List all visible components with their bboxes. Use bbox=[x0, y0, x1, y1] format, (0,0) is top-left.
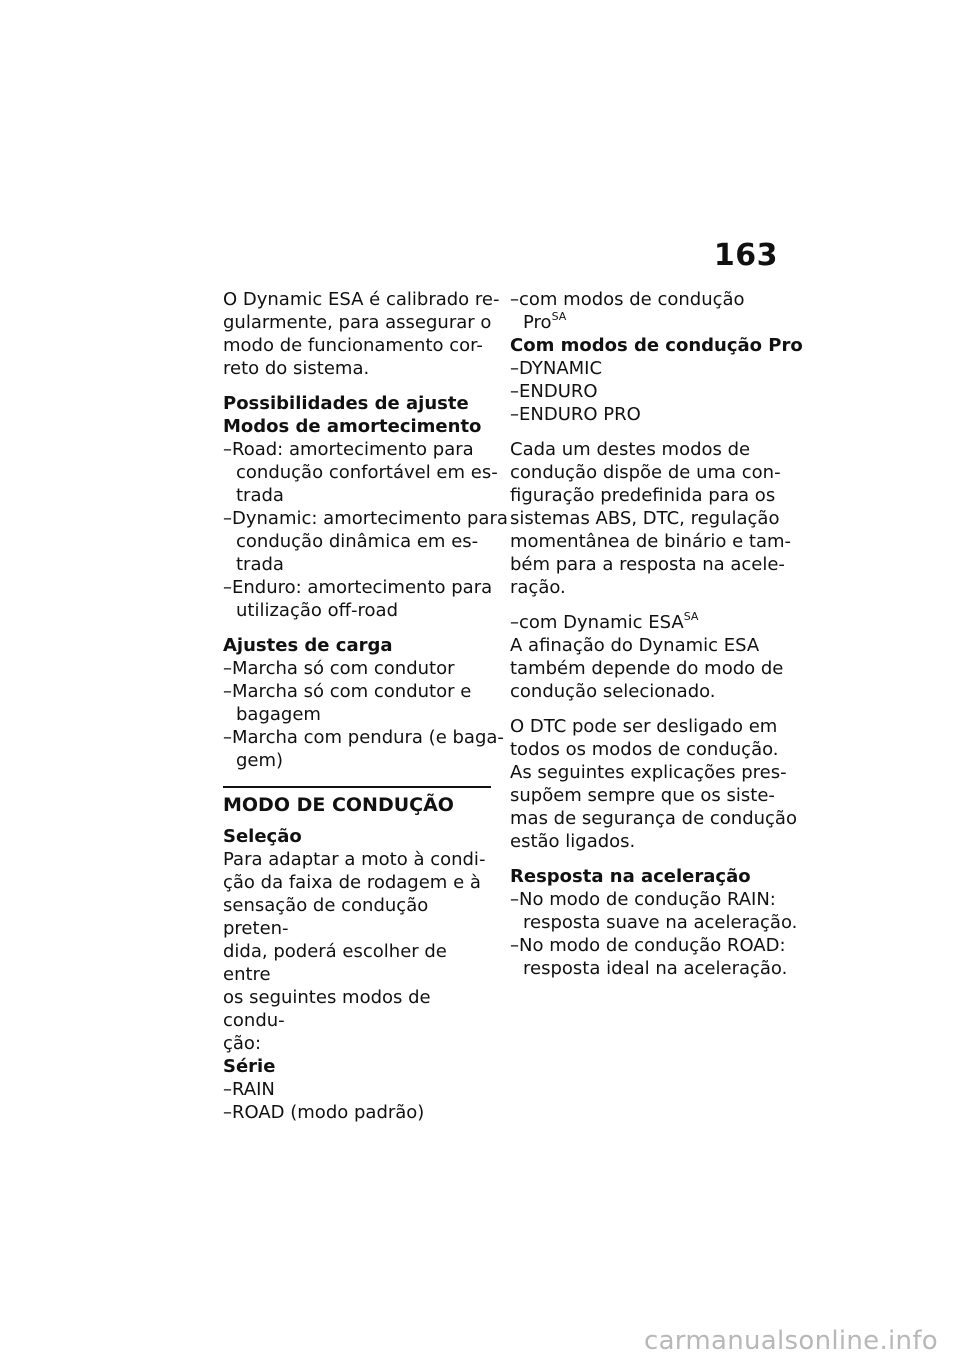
page-number: 163 bbox=[713, 238, 778, 273]
modos-list bbox=[223, 438, 508, 622]
dtc-paragraph: O DTC pode ser desligado em todos os modos de condução. As seguintes explicações pres- supõem sempre que os siste- mas de segurança de condução estão ligados. bbox=[510, 716, 797, 852]
list-item: –No modo de condução RAIN: resposta suave na aceleração. bbox=[510, 889, 798, 933]
right-column bbox=[510, 288, 803, 980]
section-title: MODO DE CONDUÇÃO bbox=[223, 794, 454, 816]
list-item: –ENDURO PRO bbox=[510, 404, 641, 425]
modos-heading: Modos de amortecimento bbox=[223, 416, 482, 437]
sa-superscript: SA bbox=[683, 610, 699, 623]
pro-heading: Com modos de condução Pro bbox=[510, 335, 803, 356]
list-item: –No modo de condução ROAD: resposta ideal na aceleração. bbox=[510, 935, 788, 979]
list-item: –ENDURO bbox=[510, 381, 598, 402]
section-divider bbox=[223, 786, 491, 788]
carga-list bbox=[223, 657, 504, 772]
cada-paragraph: Cada um destes modos de condução dispõe de uma con- figuração predefinida para os sistemas ABS, DTC, regulação momentânea de binário e tam- bém para a resposta na acele- ração. bbox=[510, 439, 792, 598]
esa-paragraph: –com Dynamic $ESA^{SA}$ A afinação do Dynamic ESA também depende do modo de condução selecionado. bbox=[510, 610, 784, 702]
esa-option-item: –com Dynamic $ESA^{SA}$ bbox=[510, 610, 699, 633]
pro-list bbox=[510, 357, 778, 426]
list-item: –ROAD (modo padrão) bbox=[223, 1102, 425, 1123]
carga-heading: Ajustes de carga bbox=[223, 635, 393, 656]
list-item: –Enduro: amortecimento para utilização off-road bbox=[223, 577, 493, 621]
selecao-heading: Seleção bbox=[223, 826, 302, 847]
watermark: carmanualsonline.info bbox=[643, 1326, 938, 1356]
list-item: –Marcha só com condutor e bagagem bbox=[223, 681, 472, 725]
list-item: –RAIN bbox=[223, 1079, 275, 1100]
serie-list bbox=[223, 1078, 491, 1124]
list-item: –DYNAMIC bbox=[510, 358, 603, 379]
sa-superscript: SA bbox=[551, 310, 567, 323]
pro-option-item: –com modos de condução Pro$^{SA}$ bbox=[510, 289, 745, 333]
resposta-heading: Resposta na aceleração bbox=[510, 866, 751, 887]
serie-heading: Série bbox=[223, 1056, 276, 1077]
resposta-list bbox=[510, 888, 798, 980]
list-item: –Road: amortecimento para condução confortável em es- trada bbox=[223, 439, 498, 506]
list-item: –Dynamic: amortecimento para condução dinâmica em es- trada bbox=[223, 508, 508, 575]
selecao-paragraph: Para adaptar a moto à condi- ção da faixa de rodagem e à sensação de condução preten- dida, poderá escolher de entre os seguintes modos de condu- ção: bbox=[223, 849, 486, 1054]
intro-paragraph: O Dynamic ESA é calibrado re- gularmente, para assegurar o modo de funcionamento cor- reto do sistema. bbox=[223, 289, 500, 379]
left-column bbox=[223, 288, 508, 1124]
list-item: –Marcha só com condutor bbox=[223, 658, 455, 679]
possibilidades-heading: Possibilidades de ajuste bbox=[223, 393, 469, 414]
list-item: –Marcha com pendura (e baga- gem) bbox=[223, 727, 504, 771]
